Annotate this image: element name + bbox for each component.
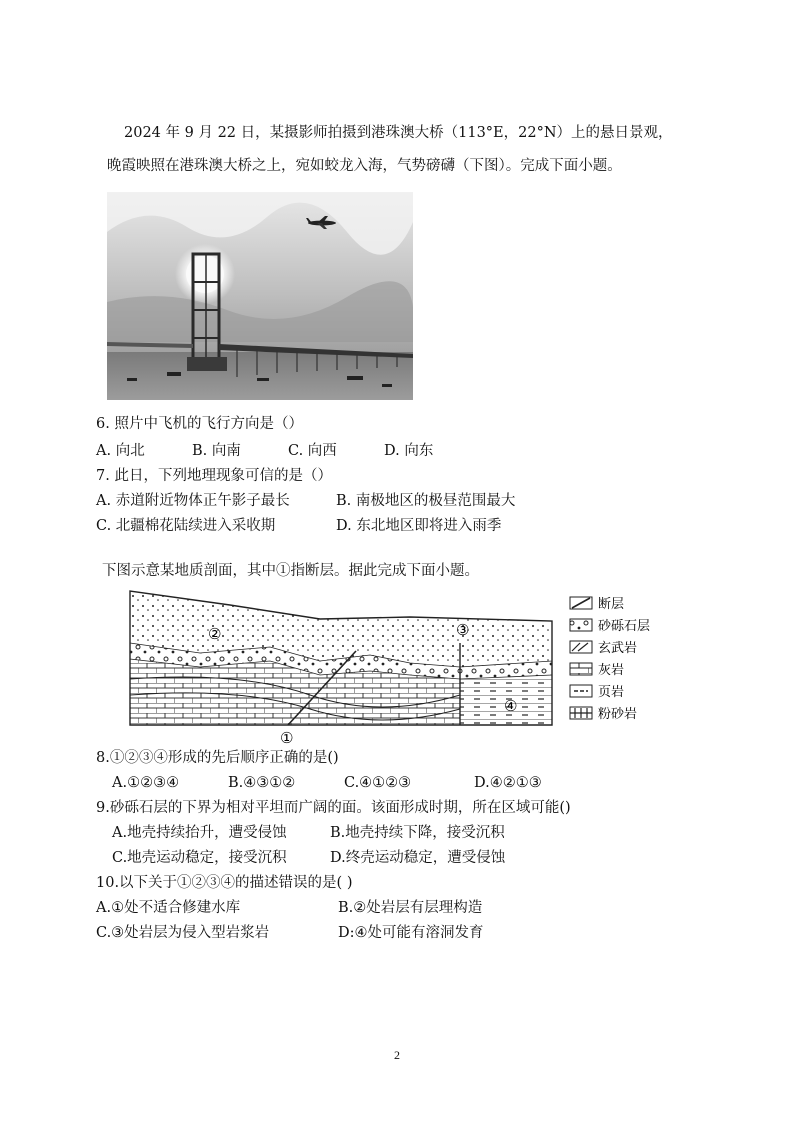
q9-option-a: A.地壳持续抬升，遭受侵蚀 [112, 825, 287, 841]
marker-4: ④ [504, 697, 518, 715]
q10-option-a: A.①处不适合修建水库 [96, 900, 241, 916]
q8-option-b: B.④③①② [228, 775, 296, 791]
q8-option-a: A.①②③④ [112, 775, 180, 791]
q6-stem: 6. 照片中飞机的飞行方向是（） [96, 416, 303, 432]
q8-stem: 8.①②③④形成的先后顺序正确的是() [96, 750, 339, 766]
svg-text:断层: 断层 [598, 597, 625, 612]
marker-3: ③ [456, 621, 470, 639]
q7-stem: 7. 此日，下列地理现象可信的是（） [96, 468, 332, 484]
q9-option-c: C.地壳运动稳定，接受沉积 [112, 850, 287, 866]
svg-text:粉砂岩: 粉砂岩 [598, 707, 638, 722]
q7-option-d: D. 东北地区即将进入雨季 [336, 518, 502, 534]
diagram-legend [570, 596, 650, 722]
q9-option-d: D.终壳运动稳定，遭受侵蚀 [330, 850, 506, 866]
q6-option-d: D. 向东 [384, 443, 434, 459]
q7-option-b: B. 南极地区的极昼范围最大 [336, 493, 516, 509]
q6-option-c: C. 向西 [288, 443, 337, 459]
q7-option-a: A. 赤道附近物体正午影子最长 [96, 493, 290, 509]
legend-item-shale [570, 684, 624, 700]
q9-stem: 9.砂砾石层的下界为相对平坦而广阔的面。该面形成时期，所在区域可能() [96, 800, 571, 816]
q9-option-b: B.地壳持续下降，接受沉积 [330, 825, 505, 841]
geologic-section-diagram [120, 583, 680, 748]
q10-stem: 10.以下关于①②③④的描述错误的是( ) [96, 875, 353, 891]
svg-text:砂砾石层: 砂砾石层 [598, 619, 651, 634]
legend-item-gravel [570, 618, 650, 634]
legend-item-basalt [570, 640, 637, 656]
q6-option-b: B. 向南 [192, 443, 241, 459]
q8-option-d: D.④②①③ [474, 775, 542, 791]
legend-item-fault [570, 596, 624, 612]
q10-option-d: D:④处可能有溶洞发育 [338, 925, 484, 941]
marker-2: ② [208, 625, 222, 643]
q10-option-b: B.②处岩层有层理构造 [338, 900, 483, 916]
q10-option-c: C.③处岩层为侵入型岩浆岩 [96, 925, 270, 941]
q7-option-c: C. 北疆棉花陆续进入采收期 [96, 518, 276, 534]
intro-line-1: 2024 年 9 月 22 日，某摄影师拍摄到港珠澳大桥（113°E，22°N）上的悬日景观， [124, 125, 673, 141]
svg-text:页岩: 页岩 [598, 685, 625, 700]
svg-text:灰岩: 灰岩 [598, 663, 625, 678]
q8-option-c: C.④①②③ [344, 775, 412, 791]
bridge-photo [107, 192, 413, 400]
legend-item-limestone [570, 662, 624, 678]
intro-line-2: 晚霞映照在港珠澳大桥之上，宛如蛟龙入海，气势磅礴（下图）。完成下面小题。 [107, 158, 622, 174]
marker-1: ① [280, 729, 294, 747]
section2-intro: 下图示意某地质剖面，其中①指断层。据此完成下面小题。 [102, 563, 479, 579]
page-number: 2 [394, 1048, 400, 1062]
legend-item-siltstone [570, 706, 637, 722]
q6-option-a: A. 向北 [96, 443, 145, 459]
svg-text:玄武岩: 玄武岩 [598, 641, 638, 656]
